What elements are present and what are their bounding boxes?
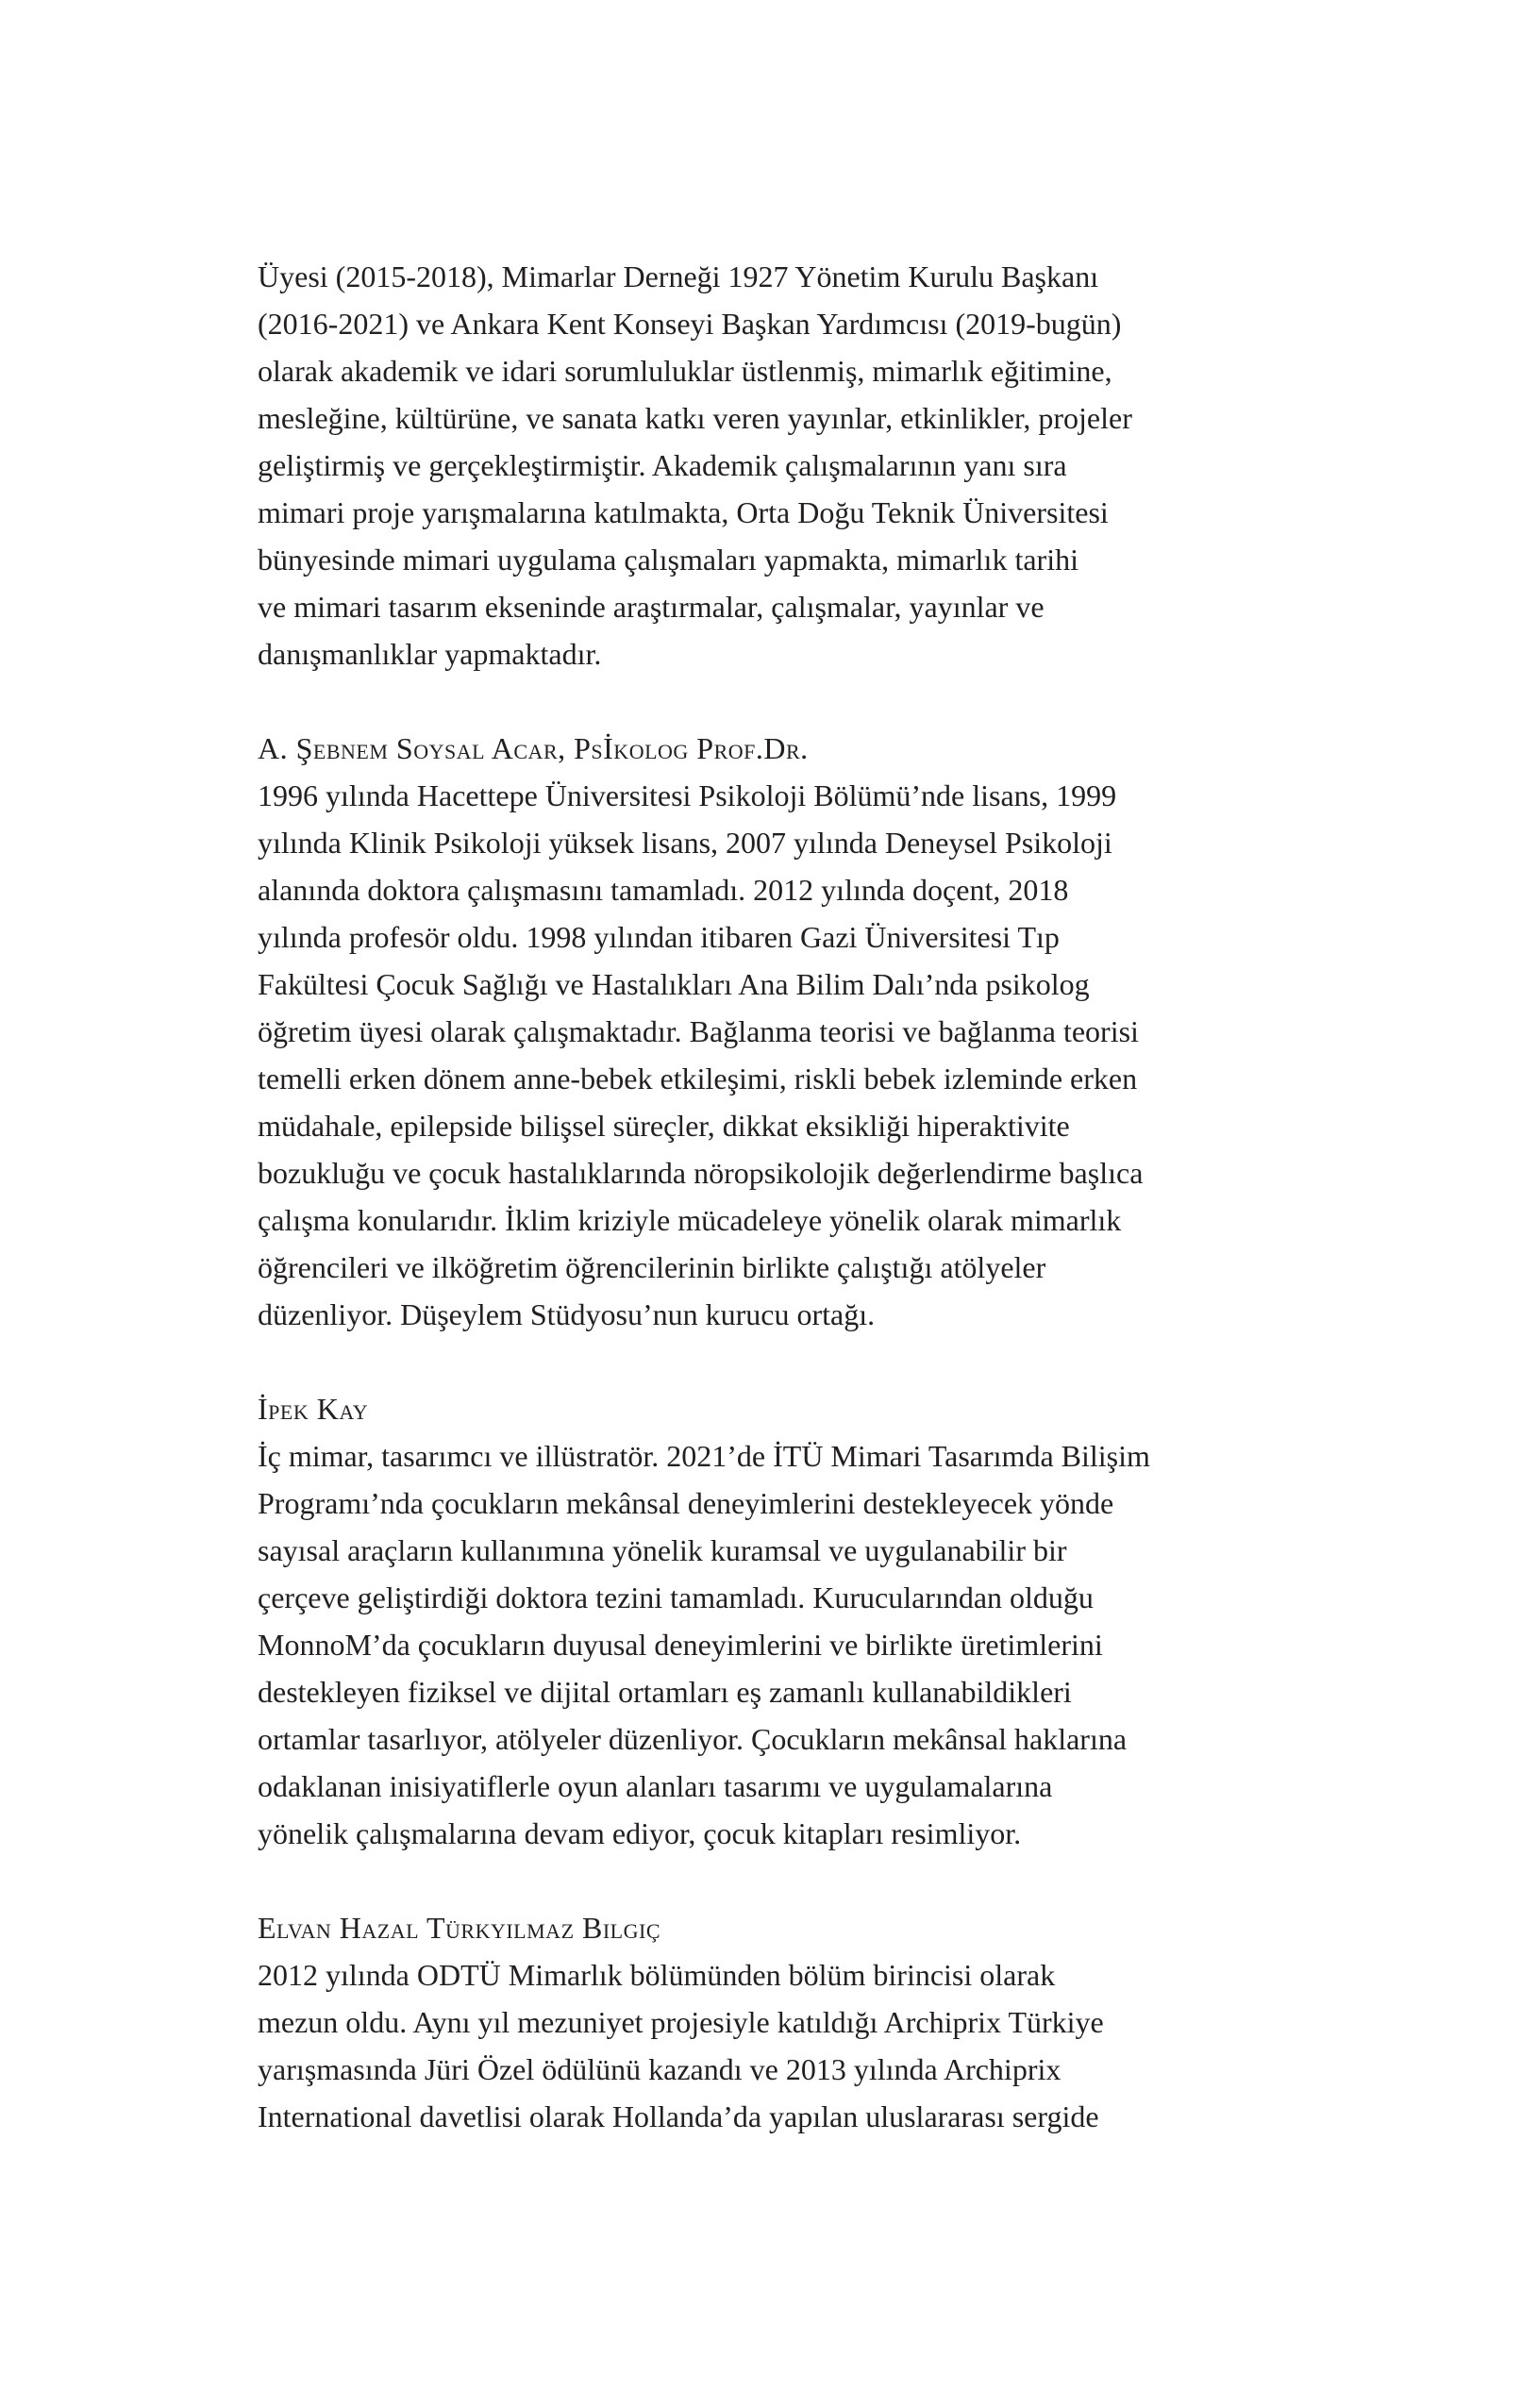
document-page bbox=[258, 253, 1324, 2140]
text-line: yönelik çalışmalarına devam ediyor, çocuk kitapları resimliyor. bbox=[258, 1816, 1022, 1850]
text-line: geliştirmiş ve gerçekleştirmiştir. Akademik çalışmalarının yanı sıra bbox=[258, 448, 1067, 482]
bio-heading: Elvan Hazal Türkyılmaz Bilgiç bbox=[258, 1911, 661, 1945]
text-line: çerçeve geliştirdiği doktora tezini tamamladı. Kurucularından olduğu bbox=[258, 1580, 1094, 1614]
text-line: ve mimari tasarım ekseninde araştırmalar, çalışmalar, yayınlar ve bbox=[258, 590, 1045, 624]
text-line: (2016-2021) ve Ankara Kent Konseyi Başkan Yardımcısı (2019-bugün) bbox=[258, 307, 1122, 341]
text-line: destekleyen fiziksel ve dijital ortamları eş zamanlı kullanabildikleri bbox=[258, 1675, 1072, 1709]
bio-section-ipek-kay bbox=[258, 1385, 1324, 1857]
text-line: 2012 yılında ODTÜ Mimarlık bölümünden bölüm birincisi olarak bbox=[258, 1958, 1056, 1992]
text-line: International davetlisi olarak Hollanda’da yapılan uluslararası sergide bbox=[258, 2099, 1099, 2133]
text-line: alanında doktora çalışmasını tamamladı. 2012 yılında doçent, 2018 bbox=[258, 873, 1069, 907]
text-line: yarışmasında Jüri Özel ödülünü kazandı ve 2013 yılında Archiprix bbox=[258, 2052, 1062, 2086]
text-line: sayısal araçların kullanımına yönelik kuramsal ve uygulanabilir bir bbox=[258, 1533, 1067, 1567]
text-line: olarak akademik ve idari sorumluluklar üstlenmiş, mimarlık eğitimine, bbox=[258, 354, 1112, 388]
text-line: düzenliyor. Düşeylem Stüdyosu’nun kurucu ortağı. bbox=[258, 1297, 876, 1331]
text-line: öğretim üyesi olarak çalışmaktadır. Bağlanma teorisi ve bağlanma teorisi bbox=[258, 1014, 1139, 1048]
text-line: mimari proje yarışmalarına katılmakta, Orta Doğu Teknik Üniversitesi bbox=[258, 495, 1109, 529]
text-line: mezun oldu. Aynı yıl mezuniyet projesiyle katıldığı Archiprix Türkiye bbox=[258, 2005, 1104, 2039]
bio-section-elvan-hazal-turkyilmaz-bilgic bbox=[258, 1904, 1324, 2140]
text-line: çalışma konularıdır. İklim kriziyle mücadeleye yönelik olarak mimarlık bbox=[258, 1203, 1122, 1237]
bio-heading: A. Şebnem Soysal Acar, Psİkolog Prof.Dr. bbox=[258, 731, 809, 765]
paragraph-spacer bbox=[258, 677, 1324, 725]
text-line: danışmanlıklar yapmaktadır. bbox=[258, 637, 602, 671]
bio-section-continuation bbox=[258, 253, 1324, 677]
text-line: temelli erken dönem anne-bebek etkileşimi, riskli bebek izleminde erken bbox=[258, 1062, 1138, 1095]
bio-heading: İpek Kay bbox=[258, 1392, 369, 1426]
text-line: ortamlar tasarlıyor, atölyeler düzenliyor. Çocukların mekânsal haklarına bbox=[258, 1722, 1128, 1756]
text-line: Fakültesi Çocuk Sağlığı ve Hastalıkları Ana Bilim Dalı’nda psikolog bbox=[258, 967, 1090, 1001]
text-line: 1996 yılında Hacettepe Üniversitesi Psikoloji Bölümü’nde lisans, 1999 bbox=[258, 778, 1117, 812]
text-line: MonnoM’da çocukların duyusal deneyimlerini ve birlikte üretimlerini bbox=[258, 1628, 1103, 1662]
text-line: müdahale, epilepside bilişsel süreçler, dikkat eksikliği hiperaktivite bbox=[258, 1109, 1070, 1143]
text-line: öğrencileri ve ilköğretim öğrencilerinin birlikte çalıştığı atölyeler bbox=[258, 1250, 1046, 1284]
text-line: bozukluğu ve çocuk hastalıklarında nöropsikolojik değerlendirme başlıca bbox=[258, 1156, 1144, 1190]
paragraph-spacer bbox=[258, 1857, 1324, 1904]
text-line: yılında profesör oldu. 1998 yılından itibaren Gazi Üniversitesi Tıp bbox=[258, 920, 1060, 954]
text-line: mesleğine, kültürüne, ve sanata katkı veren yayınlar, etkinlikler, projeler bbox=[258, 401, 1132, 435]
paragraph-spacer bbox=[258, 1338, 1324, 1385]
text-line: odaklanan inisiyatiflerle oyun alanları tasarımı ve uygulamalarına bbox=[258, 1769, 1053, 1803]
text-line: Programı’nda çocukların mekânsal deneyimlerini destekleyecek yönde bbox=[258, 1486, 1114, 1520]
bio-section-sebnem-soysal-acar bbox=[258, 725, 1324, 1338]
text-line: bünyesinde mimari uygulama çalışmaları yapmakta, mimarlık tarihi bbox=[258, 543, 1078, 577]
text-line: İç mimar, tasarımcı ve illüstratör. 2021’de İTÜ Mimari Tasarımda Bilişim bbox=[258, 1439, 1150, 1473]
text-line: yılında Klinik Psikoloji yüksek lisans, 2007 yılında Deneysel Psikoloji bbox=[258, 826, 1112, 860]
text-line: Üyesi (2015-2018), Mimarlar Derneği 1927 Yönetim Kurulu Başkanı bbox=[258, 259, 1099, 293]
